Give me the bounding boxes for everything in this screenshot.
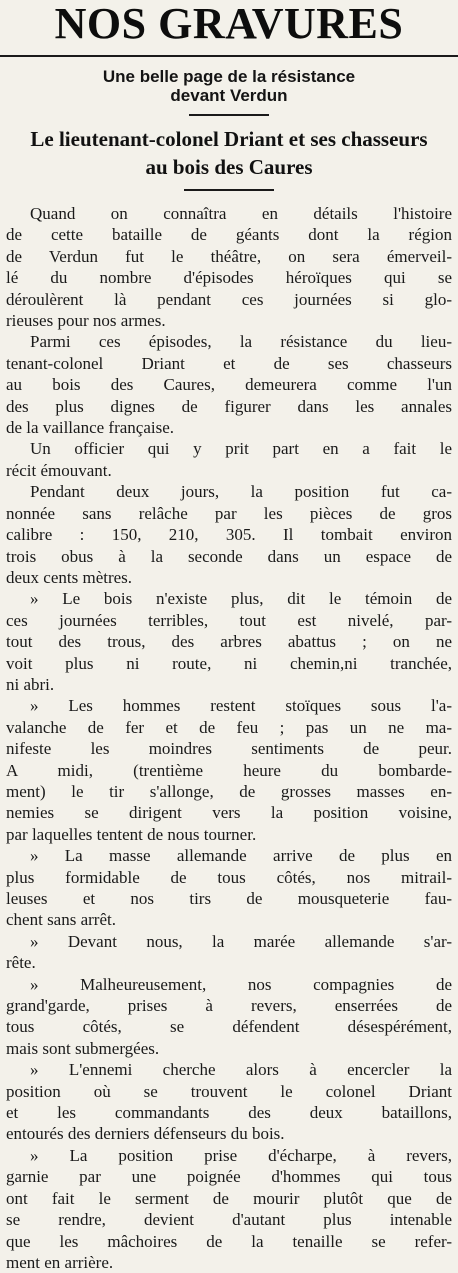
article-line: Un officier qui y prit part en a fait le <box>30 439 452 459</box>
article-paragraph <box>6 1059 452 1145</box>
headline-line-2: au bois des Caures <box>145 155 313 179</box>
article-line: de la vaillance française. <box>6 418 175 438</box>
article-line: ni abri. <box>6 674 55 694</box>
article-line: ces journées terribles, tout est nivelé, par- <box>6 610 452 630</box>
article-line: » Le bois n'existe plus, dit le témoin de <box>30 589 452 609</box>
article-line: garnie par une poignée d'hommes qui tous <box>6 1167 452 1187</box>
masthead-rule <box>0 55 458 57</box>
article-line: » L'ennemi cherche alors à encercler la <box>30 1060 452 1080</box>
article-line: et les commandants des deux bataillons, <box>6 1103 452 1123</box>
article-line: rête. <box>6 953 36 973</box>
article-paragraph <box>6 931 452 974</box>
headline-line-1: Le lieutenant-colonel Driant et ses chasseurs <box>30 127 428 151</box>
article-line: » Devant nous, la marée allemande s'ar- <box>30 931 452 951</box>
article-line: mais sont submergées. <box>6 1038 160 1058</box>
article-paragraph <box>6 588 452 695</box>
article-line: » Les hommes restent stoïques sous l'a- <box>30 696 452 716</box>
article-paragraph <box>6 203 452 331</box>
article-line: par laquelles tentent de nous tourner. <box>6 824 257 844</box>
subhead-line-1: Une belle page de la résistance <box>102 67 356 86</box>
article-line: grand'garde, prises à revers, enserrées de <box>6 996 452 1016</box>
article-line: que les mâchoires de la tenaille se refer- <box>6 1231 452 1251</box>
subhead-line-2: devant Verdun <box>170 86 288 105</box>
article-line: deux cents mètres. <box>6 567 133 587</box>
article-paragraph <box>6 331 452 438</box>
article-line: ment en arrière. <box>6 1252 114 1272</box>
article-line: » Malheureusement, nos compagnies de <box>30 974 452 994</box>
article-line: Pendant deux jours, la position fut ca- <box>30 482 452 502</box>
article-line: de Verdun fut le théâtre, on sera émerveil- <box>6 246 452 266</box>
article-line: récit émouvant. <box>6 460 112 480</box>
article-line: nifeste les moindres sentiments de peur. <box>6 739 452 759</box>
article-paragraph <box>6 695 452 845</box>
article-line: des plus dignes de figurer dans les annales <box>6 396 452 416</box>
article-line: tenant-colonel Driant et de ses chasseurs <box>6 353 452 373</box>
article-line: Parmi ces épisodes, la résistance du lieu- <box>30 332 452 352</box>
article-line: entourés des derniers défenseurs du bois. <box>6 1124 285 1144</box>
masthead-title: NOS GRAVURES <box>54 0 404 48</box>
headline-rule <box>184 189 274 191</box>
article-line: au bois des Caures, demeurera comme l'un <box>6 375 452 395</box>
article-line: valanche de fer et de feu ; pas un ne ma- <box>6 717 452 737</box>
article-line: ment) le tir s'allonge, de grosses masses en- <box>6 781 452 801</box>
article-line: lé du nombre d'épisodes héroïques qui se <box>6 268 452 288</box>
article-line: tout des trous, des arbres abattus ; on ne <box>6 632 452 652</box>
article-paragraph <box>6 1145 452 1273</box>
article-line: calibre : 150, 210, 305. Il tombait environ <box>6 525 452 545</box>
article-line: A midi, (trentième heure du bombarde- <box>6 760 452 780</box>
article-line: plus formidable de tous côtés, nos mitrail- <box>6 867 452 887</box>
article-line: ont fait le serment de mourir plutôt que de <box>6 1188 452 1208</box>
article-line: nemies se dirigent vers la position voisine, <box>6 803 452 823</box>
article-line: nonnée sans relâche par les pièces de gros <box>6 503 452 523</box>
article-line: se rendre, devient d'autant plus intenable <box>6 1210 452 1230</box>
section-rule <box>189 114 269 116</box>
article-line: position où se trouvent le colonel Driant <box>6 1081 452 1101</box>
article-line: » La position prise d'écharpe, à revers, <box>30 1145 452 1165</box>
article-line: trois obus à la seconde dans un espace de <box>6 546 452 566</box>
article-line: rieuses pour nos armes. <box>6 311 166 331</box>
article-line: voit plus ni route, ni chemin,ni tranchée, <box>6 653 452 673</box>
article-paragraph <box>6 845 452 931</box>
article-line: Quand on connaîtra en détails l'histoire <box>30 204 452 223</box>
article-line: chent sans arrêt. <box>6 910 116 930</box>
article-paragraph <box>6 438 452 481</box>
article-line: tous côtés, se défendent désespérément, <box>6 1017 452 1037</box>
article-body <box>6 203 452 1273</box>
article-line: » La masse allemande arrive de plus en <box>30 846 452 866</box>
article-line: leuses et nos tirs de mousqueterie fau- <box>6 889 452 908</box>
article-paragraph <box>6 974 452 1060</box>
article-line: de cette bataille de géants dont la région <box>6 225 452 245</box>
article-paragraph <box>6 481 452 588</box>
article-line: déroulèrent là pendant ces journées si glo- <box>6 289 452 309</box>
